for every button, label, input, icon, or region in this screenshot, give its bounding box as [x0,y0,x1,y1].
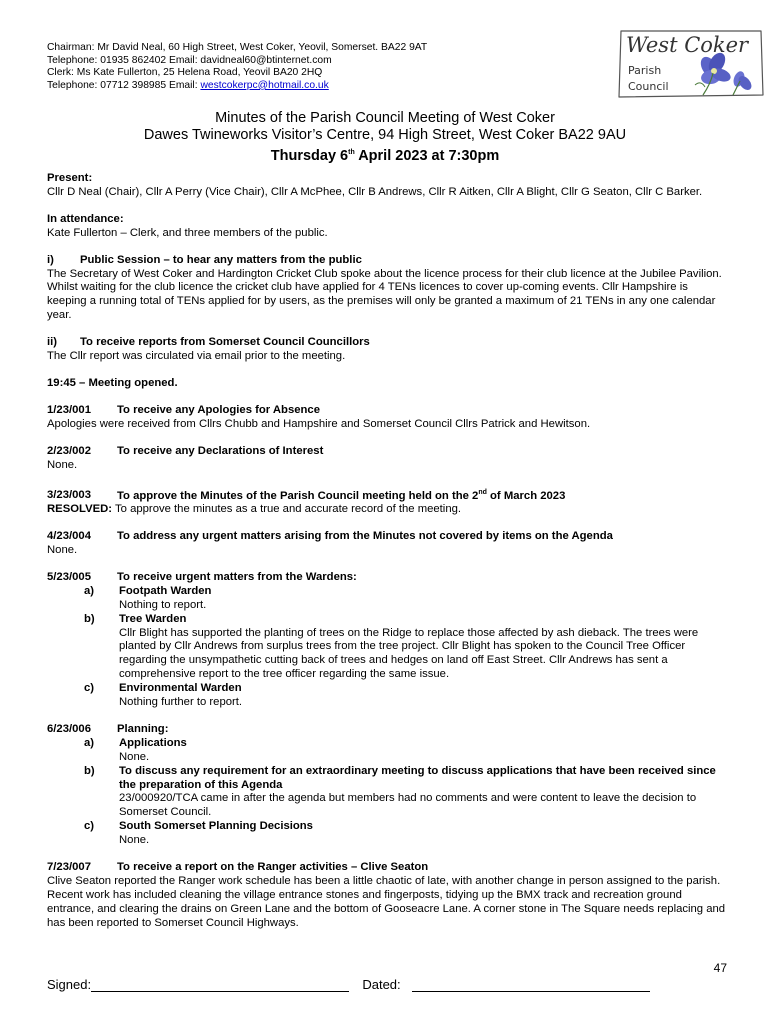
item5-num: 5/23/005 [47,570,91,583]
warden-footpath: a) Footpath Warden Nothing to report. [84,584,212,611]
item1-heading: To receive any Apologies for Absence [117,403,320,416]
logo-graphic [613,25,770,102]
attendance-text: Kate Fullerton – Clerk, and three members of the public. [47,226,328,239]
item2-num: 2/23/002 [47,444,91,457]
warden-tree: b) Tree Warden Cllr Blight has supported the planting of trees on the Ridge to replace those affected by ash dieback. The trees were planted by Cllr Andrews from surplus trees from the tree project. Cllr Blight has spoken to the Council Tree Officer regarding the unsympathetic cutting back of trees and hedges on land off East Street. Cllr Andrews has sent a comprehensive report to the tree officer regarding the same issue. [84,612,699,681]
planning-extraordinary: b) To discuss any requirement for an extraordinary meeting to discuss applications that have been received since the preparation of this Agenda 23/000920/TCA came in after the agenda but members had no comments and were content to leave the decision to Somerset Council. [84,764,716,819]
title-line-2: Dawes Twineworks Visitor’s Centre, 94 High Street, West Coker BA22 9AU [143,127,627,143]
signature-line [91,979,349,992]
item-planning [47,723,727,848]
logo-line2: Council [628,80,669,93]
meeting-opened: 19:45 – Meeting opened. [47,376,178,389]
item-ranger [47,861,727,931]
session-ii-num: ii) [47,336,58,349]
signed-label: Signed: [47,977,92,992]
item7-text: Clive Seaton reported the Ranger work schedule has been a little chaotic of late, with another change in person assigned to the parish. Recent work has included cleaning the village entrance stones and fingerposts, tidying up the BMX track and recreation ground entrance, and clearing the drains on Green Lane and the bottom of Gooseacre Lane. A corner stone in The Square needs replacing and has been reported to Somerset Council Highways. [47,875,726,929]
item-approve-minutes: 3/23/003 To approve the Minutes of the Parish Council meeting held on the 2nd of March 2023 RESOLVED: To approve the minutes as a true and accurate record of the meeting. [47,488,566,516]
item-declarations [47,445,727,473]
item-apologies [47,404,727,432]
session-ii-text: The Cllr report was circulated via email prior to the meeting. [47,350,346,363]
item5-heading: To receive urgent matters from the Wardens: [117,570,357,583]
chairman-line: Chairman: Mr David Neal, 60 High Street, West Coker, Yeovil, Somerset. BA22 9AT [47,42,428,53]
item1-num: 1/23/001 [47,403,91,416]
clerk-phone: Telephone: 07712 398985 Email: [47,79,201,91]
session-i-num: i) [47,253,54,266]
signature-footer [47,961,727,992]
item7-heading: To receive a report on the Ranger activities – Clive Seaton [117,861,429,874]
item-urgent-matters [47,530,727,558]
minutes-body [47,172,727,944]
clerk-telephone-line [47,80,427,93]
clerk-email-link[interactable]: westcokerpc@hotmail.co.uk [200,79,329,91]
session-ii-heading: To receive reports from Somerset Council Councillors [80,336,370,349]
item-wardens [47,571,727,710]
resolved-label: RESOLVED: [47,503,113,516]
item7-num: 7/23/007 [47,861,91,874]
item3-num: 3/23/003 [47,489,91,502]
logo-title: West Coker [626,33,749,57]
attendance-heading: In attendance: [47,212,124,225]
item1-text: Apologies were received from Cllrs Chubb and Hampshire and Somerset Council Cllrs Patrick and Hewitson. [47,417,591,430]
warden-environmental: c) Environmental Warden Nothing further to report. [84,682,243,709]
title-date: Thursday 6th April 2023 at 7:30pm [270,147,500,164]
item6-num: 6/23/006 [47,722,91,735]
session-i-text: The Secretary of West Coker and Hardington Cricket Club spoke about the licence process for their club licence at the Jubilee Pavilion. Whilst waiting for the club licence the cricket club have applied for 4 TENs licences to cover up-coming events. Cllr Hampshire is keeping a running total of TENs applied for by users, as the premises will only be granted a maximum of 21 TENs in any one calendar year. [47,267,722,322]
title-line-1: Minutes of the Parish Council Meeting of West Coker [215,110,555,126]
present-heading: Present: [47,172,93,184]
resolved-text: To approve the minutes as a true and accurate record of the meeting. [112,503,462,516]
dated-label: Dated: [362,977,401,992]
item4-text: None. [47,543,78,556]
logo-line1: Parish [628,64,662,77]
clerk-line: Clerk: Ms Kate Fullerton, 25 Helena Road, Yeovil BA20 2HQ [47,67,323,79]
item2-heading: To receive any Declarations of Interest [117,444,324,457]
present-text: Cllr D Neal (Chair), Cllr A Perry (Vice Chair), Cllr A McPhee, Cllr B Andrews, Cllr R Aitken, Cllr A Blight, Cllr G Seaton, Cllr C Barker. [47,185,703,198]
attendance-section [47,213,727,241]
date-line [412,979,650,992]
public-session-section [47,254,727,324]
page-number: 47 [713,961,727,975]
planning-applications: a) Applications None. [84,736,187,763]
document-title [47,110,723,165]
item4-heading: To address any urgent matters arising from the Minutes not covered by items on the Agenda [117,530,613,543]
present-section [47,172,727,200]
telephone-line: Telephone: 01935 862402 Email: davidneal60@btinternet.com [47,54,332,66]
parish-council-logo [613,25,770,102]
item2-text: None. [47,458,78,471]
planning-decisions: c) South Somerset Planning Decisions None. [84,820,313,847]
councillor-reports-section [47,336,727,364]
item6-heading: Planning: [117,722,169,735]
contact-block [47,42,427,92]
session-i-heading: Public Session – to hear any matters from the public [80,253,362,266]
item4-num: 4/23/004 [47,530,91,543]
